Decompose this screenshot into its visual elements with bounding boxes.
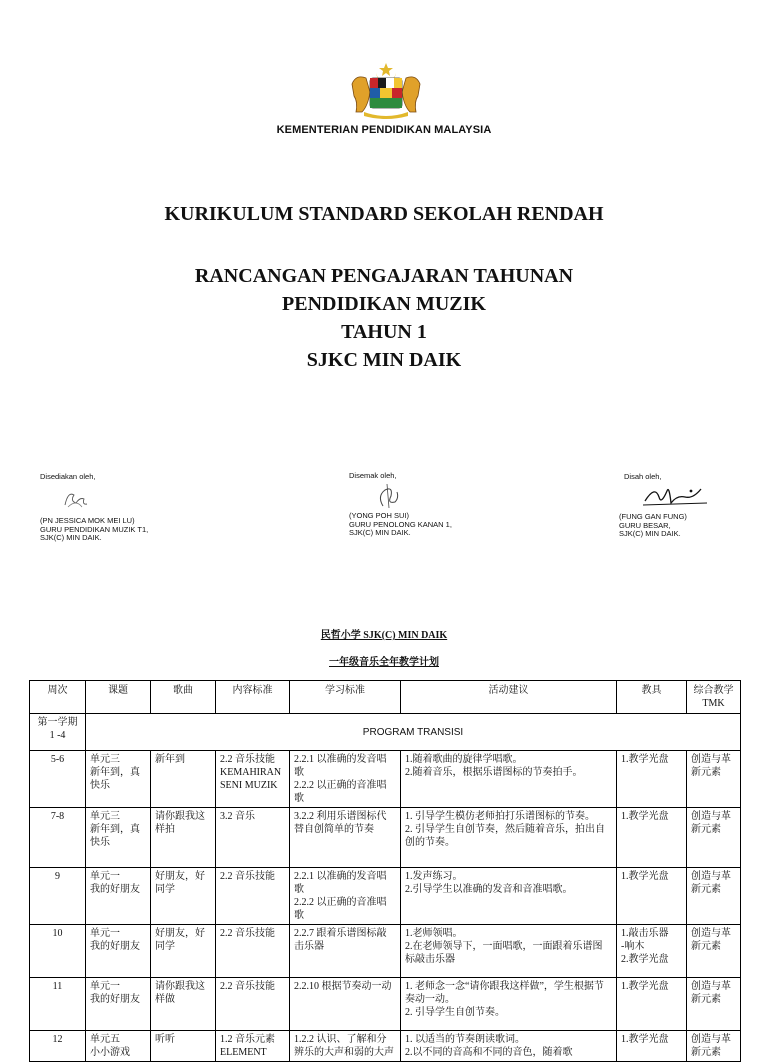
cell-line: 1.敲击乐器	[621, 928, 669, 939]
cell-line: 新年到，真快乐	[90, 824, 140, 848]
cell-line: 创造与革新元素	[691, 928, 731, 952]
cell-line: 单元一	[90, 871, 120, 882]
signature-school: SJK(C) MIN DAIK.	[349, 528, 411, 538]
week-cell: 11	[30, 978, 86, 1031]
plan-title-line: RANCANGAN PENGAJARAN TAHUNAN	[194, 265, 574, 287]
activity-cell	[401, 868, 617, 925]
cell-line: 单元一	[90, 981, 120, 992]
cell-line: 2.2.2 以正确的音准唱歌	[294, 897, 387, 921]
cell-line: 2.2 音乐技能	[220, 871, 275, 882]
learning-standard-cell	[290, 1031, 401, 1062]
cell-line: 2.2.2 以正确的音准唱歌	[294, 780, 387, 804]
activity-cell	[401, 1031, 617, 1062]
column-header-activities: 活动建议	[401, 681, 617, 714]
cell-line: 2.2.1 以准确的发音唱歌	[294, 754, 387, 778]
signature-role: GURU PENOLONG KANAN 1,	[349, 519, 452, 529]
cell-line: 2.在老师领导下，一面唱歌，一面跟着乐谱图标敲击乐器	[405, 941, 603, 965]
signature-school: SJK(C) MIN DAIK.	[619, 529, 681, 539]
topic-cell	[86, 808, 151, 868]
column-header-week: 周次	[30, 681, 86, 714]
cell-line: 创造与革新元素	[691, 981, 731, 1005]
table-row	[30, 808, 741, 868]
cell-line: 2.2.7 跟着乐谱图标敲击乐器	[294, 928, 387, 952]
cell-line: ELEMENT	[220, 1047, 267, 1058]
curriculum-title: KURIKULUM STANDARD SEKOLAH RENDAH	[164, 203, 604, 225]
cell-line: 单元一	[90, 928, 120, 939]
activity-cell	[401, 751, 617, 808]
subject-title: PENDIDIKAN MUZIK	[282, 293, 486, 315]
table-row	[30, 868, 741, 925]
teaching-aids-cell	[617, 751, 687, 808]
plan-school-name: 民哲小学 SJK(C) MIN DAIK	[320, 630, 448, 641]
table-row	[30, 925, 741, 978]
cell-line: 请你跟我这样做	[155, 981, 205, 1005]
column-header-learning-standard: 学习标准	[290, 681, 401, 714]
cell-line: 新年到	[155, 754, 185, 765]
column-header-topic: 课题	[86, 681, 151, 714]
content-standard-cell	[216, 868, 290, 925]
table-row	[30, 751, 741, 808]
cell-line: 2.2 音乐技能	[220, 928, 275, 939]
content-standard-cell	[216, 925, 290, 978]
signature-label: Disah oleh,	[624, 472, 662, 481]
content-standard-cell	[216, 1031, 290, 1062]
tmk-cell	[687, 925, 741, 978]
tmk-cell	[687, 808, 741, 868]
topic-cell	[86, 751, 151, 808]
signature-name: (PN JESSICA MOK MEI LU)	[40, 516, 135, 525]
plan-title-block	[0, 262, 768, 374]
cell-line: 2.以不同的音高和不同的音色，随着歌	[405, 1047, 573, 1058]
cell-line: 1.发声练习。	[405, 871, 463, 882]
cell-line: 好朋友，好同学	[155, 928, 205, 952]
song-cell	[151, 808, 216, 868]
signature-role: GURU BESAR,	[619, 520, 671, 530]
cell-line: 2. 引导学生自创节奏。	[405, 1007, 505, 1018]
column-header-tmk: 综合教学 TMK	[687, 681, 741, 714]
signature-scribble-icon	[62, 487, 90, 512]
cell-line: 单元三	[90, 811, 120, 822]
cell-line: KEMAHIRAN SENI MUZIK	[220, 767, 282, 791]
week-cell: 10	[30, 925, 86, 978]
tmk-cell	[687, 978, 741, 1031]
song-cell	[151, 868, 216, 925]
cell-line: 1.教学光盘	[621, 981, 669, 992]
learning-standard-cell	[290, 868, 401, 925]
plan-annual-title: 一年级音乐全年教学计划	[329, 657, 439, 668]
content-standard-cell	[216, 808, 290, 868]
cell-line: 2.教学光盘	[621, 954, 669, 965]
cell-line: 听听	[155, 1034, 175, 1045]
cell-line: 请你跟我这样拍	[155, 811, 205, 835]
topic-cell	[86, 925, 151, 978]
tmk-cell	[687, 1031, 741, 1062]
cell-line: 1. 老师念一念“请你跟我这样做”，学生根据节奏动一动。	[405, 981, 604, 1005]
cell-line: 创造与革新元素	[691, 1034, 731, 1058]
learning-standard-cell	[290, 925, 401, 978]
week-cell: 12	[30, 1031, 86, 1062]
tmk-cell	[687, 868, 741, 925]
cell-line: 1.2 音乐元素	[220, 1034, 275, 1045]
signature-scribble-icon	[373, 482, 403, 513]
cell-line: 2.2 音乐技能	[220, 754, 275, 765]
learning-standard-cell	[290, 808, 401, 868]
cell-line: 3.2.2 利用乐谱图标代替自创简单的节奏	[294, 811, 387, 835]
cell-line: 单元三	[90, 754, 120, 765]
transition-program-cell: PROGRAM TRANSISI	[86, 714, 741, 751]
activity-cell	[401, 808, 617, 868]
cell-line: 好朋友，好同学	[155, 871, 205, 895]
week-cell: 7-8	[30, 808, 86, 868]
signature-name: (FUNG GAN FUNG)	[619, 512, 687, 521]
signature-scribble-icon	[641, 481, 711, 514]
week-cell: 9	[30, 868, 86, 925]
teaching-aids-cell	[617, 808, 687, 868]
cell-line: 创造与革新元素	[691, 871, 731, 895]
tmk-cell	[687, 751, 741, 808]
cell-line: 1.2.2 认识、了解和分辨乐的大声和弱的大声	[294, 1034, 394, 1058]
song-cell	[151, 925, 216, 978]
cell-line: 2.引导学生以准确的发音和音准唱歌。	[405, 884, 573, 895]
year-title: TAHUN 1	[341, 321, 427, 343]
cell-line: 1. 以适当的节奏朗读歌词。	[405, 1034, 525, 1045]
topic-cell	[86, 868, 151, 925]
content-standard-cell	[216, 978, 290, 1031]
cell-line: 1. 引导学生模仿老师拍打乐谱图标的节奏。	[405, 811, 595, 822]
cell-line: 2. 引导学生自创节奏，然后随着音乐，拍出自创的节奏。	[405, 824, 605, 848]
week-cell: 第一学期 1 -4	[30, 714, 86, 751]
topic-cell	[86, 978, 151, 1031]
cell-line: 2.2.1 以准确的发音唱歌	[294, 871, 387, 895]
cell-line: 1.教学光盘	[621, 871, 669, 882]
signature-school: SJK(C) MIN DAIK.	[40, 533, 102, 543]
column-header-content-standard: 内容标准	[216, 681, 290, 714]
table-header-row	[30, 681, 741, 714]
cell-line: 3.2 音乐	[220, 811, 255, 822]
table-row	[30, 978, 741, 1031]
cell-line: 创造与革新元素	[691, 754, 731, 778]
cell-line: 我的好朋友	[90, 941, 140, 952]
coat-of-arms-icon	[346, 62, 426, 120]
annual-plan-table	[29, 680, 741, 1062]
school-title: SJKC MIN DAIK	[306, 349, 462, 371]
cell-line: 小小游戏	[90, 1047, 130, 1058]
teaching-aids-cell	[617, 1031, 687, 1062]
topic-cell	[86, 1031, 151, 1062]
cell-line: 1.教学光盘	[621, 1034, 669, 1045]
song-cell	[151, 978, 216, 1031]
week-cell: 5-6	[30, 751, 86, 808]
table-row	[30, 714, 741, 751]
cell-line: 1.教学光盘	[621, 811, 669, 822]
teaching-aids-cell	[617, 925, 687, 978]
cell-line: 1.老师领唱。	[405, 928, 463, 939]
cell-line: 2.2.10 根据节奏动一动	[294, 981, 392, 992]
cell-line: -响木	[621, 941, 645, 952]
cell-line: 2.随着音乐，根据乐谱图标的节奏拍手。	[405, 767, 583, 778]
teaching-aids-cell	[617, 978, 687, 1031]
signature-name: (YONG POH SUI)	[349, 511, 410, 520]
cell-line: 2.2 音乐技能	[220, 981, 275, 992]
plan-heading	[0, 629, 768, 683]
table-row	[30, 1031, 741, 1062]
cell-line: 1.随着歌曲的旋律学唱歌。	[405, 754, 523, 765]
signature-role: GURU PENDIDIKAN MUZIK T1,	[40, 524, 149, 534]
learning-standard-cell	[290, 978, 401, 1031]
column-header-song: 歌曲	[151, 681, 216, 714]
cell-line: 我的好朋友	[90, 994, 140, 1005]
song-cell	[151, 751, 216, 808]
learning-standard-cell	[290, 751, 401, 808]
cell-line: 新年到，真快乐	[90, 767, 140, 791]
cell-line: 创造与革新元素	[691, 811, 731, 835]
cell-line: 我的好朋友	[90, 884, 140, 895]
activity-cell	[401, 925, 617, 978]
activity-cell	[401, 978, 617, 1031]
song-cell	[151, 1031, 216, 1062]
signature-label: Disemak oleh,	[349, 471, 397, 480]
content-standard-cell	[216, 751, 290, 808]
column-header-teaching-aids: 教具	[617, 681, 687, 714]
signature-label: Disediakan oleh,	[40, 472, 96, 481]
cell-line: 单元五	[90, 1034, 120, 1045]
ministry-name: KEMENTERIAN PENDIDIKAN MALAYSIA	[276, 124, 492, 136]
cell-line: 1.教学光盘	[621, 754, 669, 765]
teaching-aids-cell	[617, 868, 687, 925]
